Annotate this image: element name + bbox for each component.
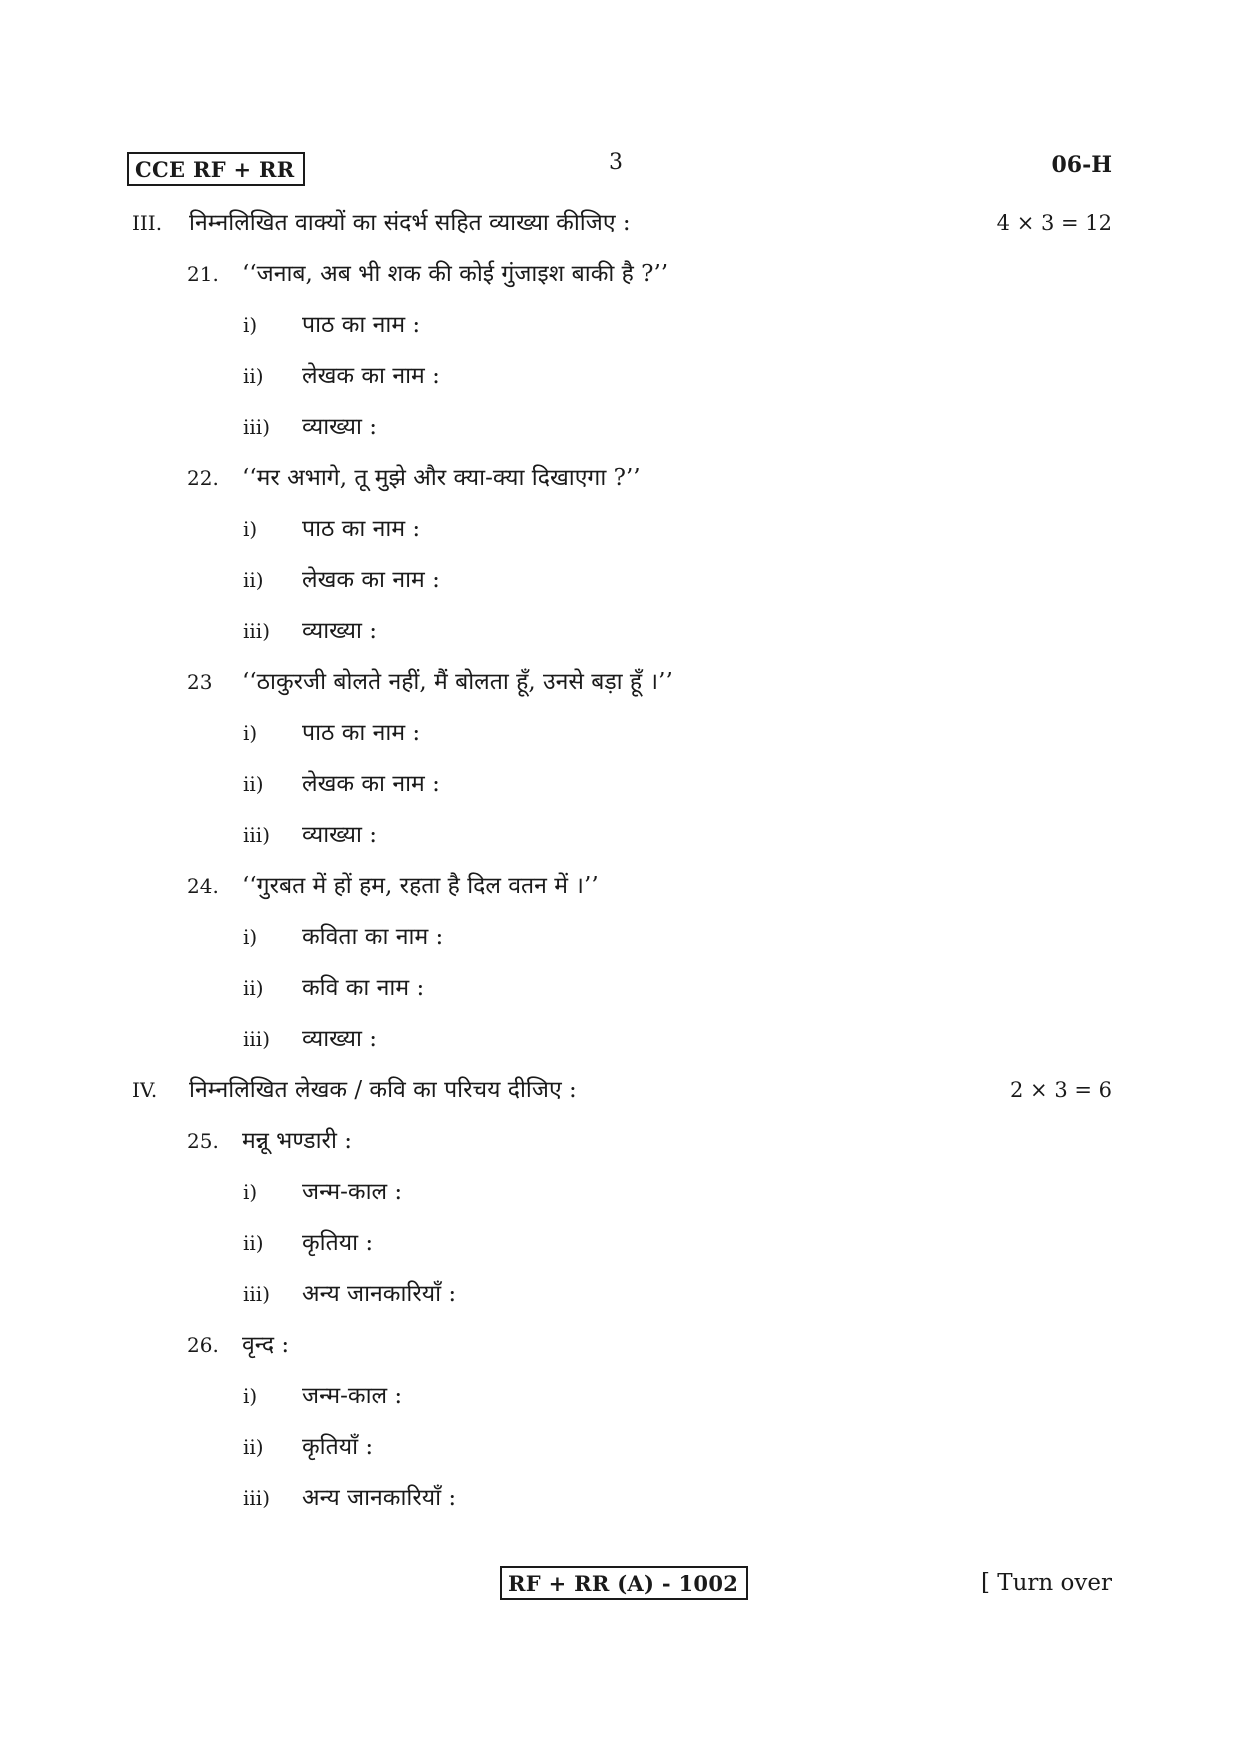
page-header — [127, 150, 1112, 190]
part-label: पाठ का नाम : — [302, 516, 421, 542]
question-text: मन्नू भण्डारी : — [242, 1128, 352, 1154]
question-part — [127, 912, 1112, 963]
question-text: ‘‘जनाब, अब भी शक की कोई गुंजाइश बाकी है ?’’ — [242, 261, 669, 287]
exam-code-box: CCE RF + RR — [127, 152, 305, 186]
page-number: 3 — [609, 150, 623, 175]
section-instruction: निम्नलिखित लेखक / कवि का परिचय दीजिए : — [189, 1077, 577, 1103]
question-row — [127, 1116, 1112, 1167]
section-instruction: निम्नलिखित वाक्यों का संदर्भ सहित व्याख्या कीजिए : — [189, 210, 631, 236]
question-number: 21. — [187, 262, 219, 286]
question-part — [127, 810, 1112, 861]
question-row — [127, 657, 1112, 708]
question-text: ‘‘मर अभागे, तू मुझे और क्या-क्या दिखाएगा ?’’ — [242, 465, 641, 491]
part-number: iii) — [243, 1486, 270, 1510]
part-number: ii) — [243, 772, 264, 796]
question-part — [127, 1473, 1112, 1524]
part-number: ii) — [243, 976, 264, 1000]
question-number: 25. — [187, 1129, 219, 1153]
part-number: iii) — [243, 1027, 270, 1051]
section-number: IV. — [132, 1078, 158, 1102]
part-label: पाठ का नाम : — [302, 312, 421, 338]
part-label: कृतियाँ : — [302, 1434, 374, 1460]
section-marks: 4 × 3 = 12 — [996, 211, 1112, 235]
part-label: लेखक का नाम : — [302, 363, 440, 389]
page-footer — [127, 1566, 1112, 1606]
part-number: ii) — [243, 364, 264, 388]
question-number: 22. — [187, 466, 219, 490]
question-part — [127, 1014, 1112, 1065]
question-text: ‘‘ठाकुरजी बोलते नहीं, मैं बोलता हूँ, उनसे बड़ा हूँ ।’’ — [242, 669, 673, 695]
part-number: i) — [243, 721, 258, 745]
part-label: व्याख्या : — [302, 414, 377, 440]
turn-over-label: [ Turn over — [980, 1570, 1112, 1596]
part-label: अन्य जानकारियाँ : — [302, 1281, 457, 1307]
question-row — [127, 453, 1112, 504]
part-number: i) — [243, 517, 258, 541]
part-label: अन्य जानकारियाँ : — [302, 1485, 457, 1511]
part-label: कवि का नाम : — [302, 975, 425, 1001]
question-part — [127, 1269, 1112, 1320]
part-number: i) — [243, 925, 258, 949]
question-part — [127, 504, 1112, 555]
part-number: i) — [243, 313, 258, 337]
part-label: व्याख्या : — [302, 1026, 377, 1052]
question-part — [127, 300, 1112, 351]
question-row — [127, 1320, 1112, 1371]
part-label: जन्म-काल : — [302, 1179, 403, 1205]
question-part — [127, 759, 1112, 810]
section-heading — [127, 198, 1112, 249]
part-label: व्याख्या : — [302, 618, 377, 644]
part-number: ii) — [243, 568, 264, 592]
paper-code: 06-H — [1051, 152, 1112, 178]
section-marks: 2 × 3 = 6 — [1010, 1078, 1112, 1102]
question-row — [127, 861, 1112, 912]
question-part — [127, 708, 1112, 759]
part-number: iii) — [243, 415, 270, 439]
part-number: iii) — [243, 823, 270, 847]
part-label: लेखक का नाम : — [302, 567, 440, 593]
question-text: ‘‘गुरबत में हों हम, रहता है दिल वतन में ।’’ — [242, 873, 599, 899]
part-number: iii) — [243, 619, 270, 643]
part-number: iii) — [243, 1282, 270, 1306]
part-number: ii) — [243, 1435, 264, 1459]
part-label: कविता का नाम : — [302, 924, 444, 950]
section-heading — [127, 1065, 1112, 1116]
part-number: ii) — [243, 1231, 264, 1255]
question-part — [127, 555, 1112, 606]
question-text: वृन्द : — [242, 1332, 290, 1358]
footer-code-box: RF + RR (A) - 1002 — [500, 1566, 748, 1600]
question-part — [127, 963, 1112, 1014]
part-label: लेखक का नाम : — [302, 771, 440, 797]
question-number: 24. — [187, 874, 219, 898]
part-label: जन्म-काल : — [302, 1383, 403, 1409]
section-number: III. — [132, 211, 163, 235]
question-part — [127, 1167, 1112, 1218]
part-label: कृतिया : — [302, 1230, 374, 1256]
question-part — [127, 1371, 1112, 1422]
question-part — [127, 1422, 1112, 1473]
question-part — [127, 351, 1112, 402]
part-number: i) — [243, 1180, 258, 1204]
question-row — [127, 249, 1112, 300]
part-label: पाठ का नाम : — [302, 720, 421, 746]
question-number: 26. — [187, 1333, 219, 1357]
question-part — [127, 402, 1112, 453]
question-content — [127, 198, 1112, 1524]
question-part — [127, 606, 1112, 657]
question-number: 23 — [187, 670, 213, 694]
part-label: व्याख्या : — [302, 822, 377, 848]
part-number: i) — [243, 1384, 258, 1408]
question-part — [127, 1218, 1112, 1269]
